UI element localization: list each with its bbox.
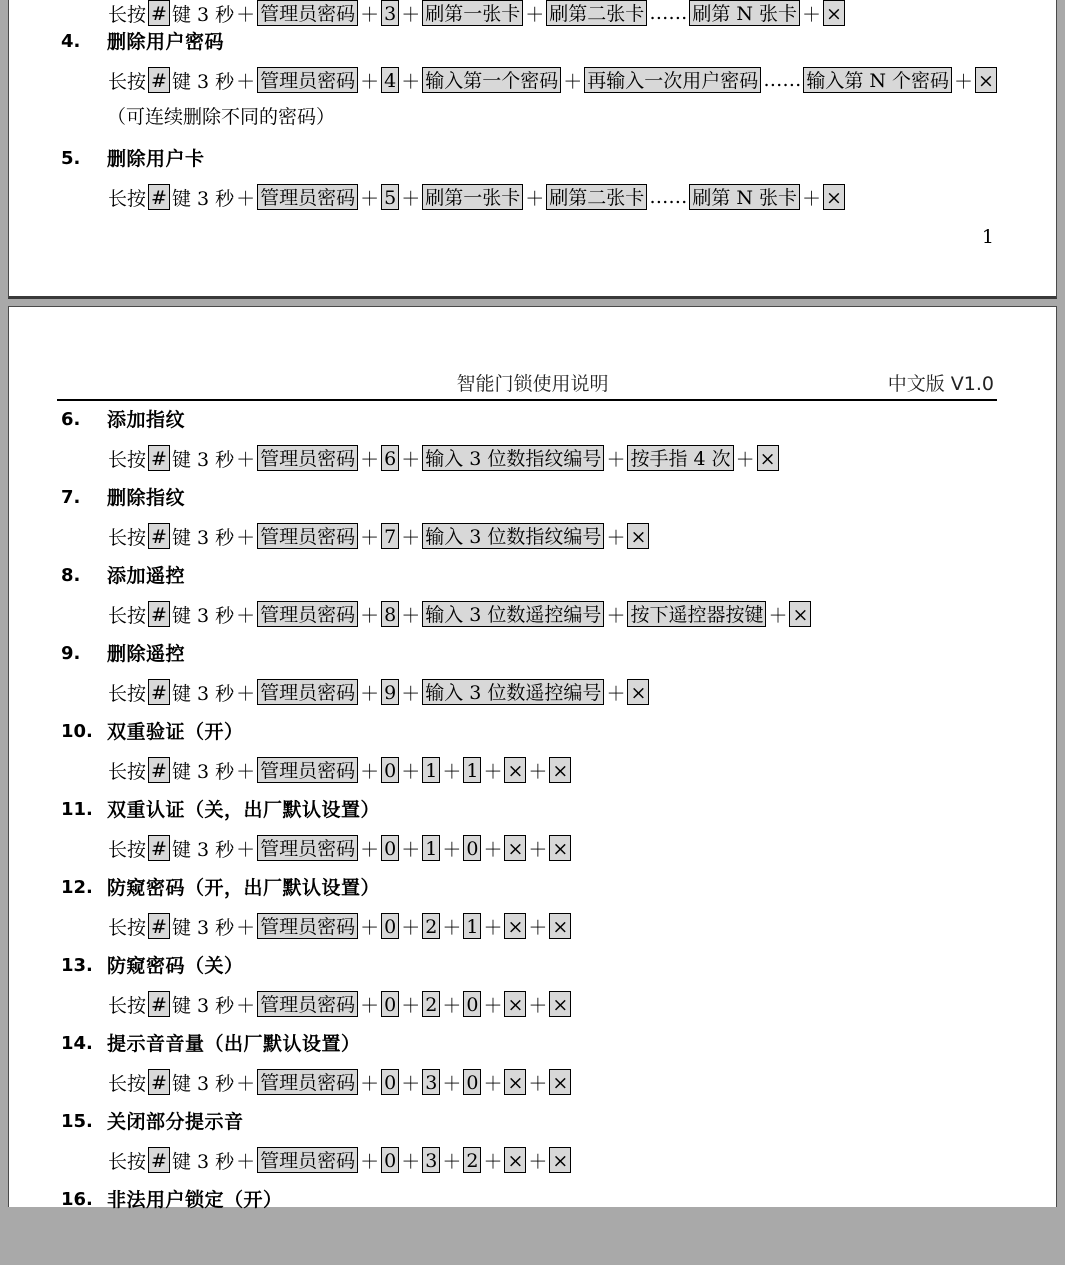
- instruction-item: [9, 797, 1056, 875]
- step-text: 键 3 秒: [171, 604, 235, 627]
- step-key: 5: [381, 184, 399, 210]
- step-key: 0: [463, 1069, 481, 1095]
- step-key: 1: [422, 835, 440, 861]
- step-key: #: [148, 0, 170, 26]
- plus-sign: ＋: [528, 994, 548, 1017]
- plus-sign: ＋: [525, 187, 545, 210]
- step-key: 管理员密码: [257, 679, 358, 705]
- step-text: 长按: [108, 760, 147, 783]
- plus-sign: ＋: [528, 1072, 548, 1095]
- item-number: 8.: [61, 565, 81, 586]
- step-key: 8: [381, 601, 399, 627]
- plus-sign: ＋: [442, 760, 462, 783]
- step-key: 2: [463, 1147, 481, 1173]
- plus-sign: ＋: [360, 3, 380, 26]
- confirm-key: ×: [549, 1069, 571, 1095]
- step-key: 4: [381, 67, 399, 93]
- step-key: #: [148, 835, 170, 861]
- step-key: 0: [381, 835, 399, 861]
- step-key: 输入 3 位数指纹编号: [422, 445, 604, 471]
- step-text: ……: [763, 69, 802, 91]
- plus-sign: ＋: [483, 916, 503, 939]
- item-heading: 删除用户密码: [107, 31, 225, 53]
- step-key: #: [148, 679, 170, 705]
- step-key: 管理员密码: [257, 601, 358, 627]
- step-text: 键 3 秒: [171, 526, 235, 549]
- step-key: 管理员密码: [257, 835, 358, 861]
- confirm-key: ×: [504, 1069, 526, 1095]
- plus-sign: ＋: [442, 994, 462, 1017]
- item-number: 16.: [61, 1189, 93, 1210]
- instruction-steps: [107, 0, 846, 28]
- plus-sign: ＋: [528, 760, 548, 783]
- step-key: 2: [422, 913, 440, 939]
- step-text: 长按: [108, 838, 147, 861]
- step-key: 管理员密码: [257, 1069, 358, 1095]
- plus-sign: ＋: [768, 604, 788, 627]
- step-text: 长按: [108, 604, 147, 627]
- plus-sign: ＋: [528, 1150, 548, 1173]
- plus-sign: ＋: [360, 187, 380, 210]
- step-key: 管理员密码: [257, 913, 358, 939]
- item-heading: 删除指纹: [107, 487, 186, 509]
- step-text: 键 3 秒: [171, 838, 235, 861]
- plus-sign: ＋: [236, 526, 256, 549]
- item-heading: 防窥密码（关）: [107, 955, 244, 977]
- step-key: 0: [381, 1069, 399, 1095]
- instruction-steps: [107, 833, 572, 863]
- step-key: 刷第二张卡: [546, 184, 647, 210]
- plus-sign: ＋: [483, 838, 503, 861]
- plus-sign: ＋: [401, 760, 421, 783]
- step-key: 6: [381, 445, 399, 471]
- step-text: 长按: [108, 1072, 147, 1095]
- item-heading: 提示音音量（出厂默认设置）: [107, 1033, 361, 1055]
- confirm-key: ×: [504, 1147, 526, 1173]
- step-key: 3: [381, 0, 399, 26]
- item-heading: 双重认证（关，出厂默认设置）: [107, 799, 381, 821]
- item-heading: 非法用户锁定（开）: [107, 1189, 283, 1211]
- confirm-key: ×: [627, 523, 649, 549]
- plus-sign: ＋: [236, 1150, 256, 1173]
- plus-sign: ＋: [401, 682, 421, 705]
- plus-sign: ＋: [401, 526, 421, 549]
- step-key: 管理员密码: [257, 184, 358, 210]
- plus-sign: ＋: [360, 760, 380, 783]
- item-heading: 添加遥控: [107, 565, 186, 587]
- step-key: 管理员密码: [257, 0, 358, 26]
- header-title: 智能门锁使用说明: [456, 373, 609, 395]
- step-text: 长按: [108, 448, 147, 471]
- confirm-key: ×: [627, 679, 649, 705]
- instruction-item: [9, 407, 1056, 485]
- plus-sign: ＋: [401, 3, 421, 26]
- step-key: 管理员密码: [257, 445, 358, 471]
- instruction-item: [9, 485, 1056, 563]
- item-heading: 双重验证（开）: [107, 721, 244, 743]
- confirm-key: ×: [549, 991, 571, 1017]
- step-key: 管理员密码: [257, 523, 358, 549]
- plus-sign: ＋: [401, 1072, 421, 1095]
- step-key: 0: [381, 991, 399, 1017]
- plus-sign: ＋: [236, 1072, 256, 1095]
- item-heading: 添加指纹: [107, 409, 186, 431]
- instruction-item: [9, 875, 1056, 953]
- item-note: （可连续删除不同的密码）: [107, 106, 336, 128]
- instruction-item: [9, 953, 1056, 1031]
- item-heading: 删除遥控: [107, 643, 186, 665]
- step-key: #: [148, 184, 170, 210]
- plus-sign: ＋: [442, 838, 462, 861]
- plus-sign: ＋: [606, 448, 626, 471]
- confirm-key: ×: [549, 913, 571, 939]
- step-text: 键 3 秒: [171, 3, 235, 26]
- step-key: 1: [463, 757, 481, 783]
- plus-sign: ＋: [483, 1072, 503, 1095]
- step-key: 1: [463, 913, 481, 939]
- instruction-steps: [107, 1067, 572, 1097]
- item-number: 12.: [61, 877, 93, 898]
- step-text: 长按: [108, 682, 147, 705]
- step-text: 键 3 秒: [171, 760, 235, 783]
- step-key: 7: [381, 523, 399, 549]
- plus-sign: ＋: [360, 682, 380, 705]
- item-number: 9.: [61, 643, 81, 664]
- header-rule: [57, 399, 997, 401]
- instruction-item: [9, 1187, 1056, 1265]
- step-text: 长按: [108, 187, 147, 210]
- step-text: 键 3 秒: [171, 1150, 235, 1173]
- confirm-key: ×: [789, 601, 811, 627]
- step-key: #: [148, 913, 170, 939]
- plus-sign: ＋: [236, 3, 256, 26]
- plus-sign: ＋: [236, 838, 256, 861]
- step-text: 长按: [108, 994, 147, 1017]
- step-key: #: [148, 445, 170, 471]
- step-key: 按下遥控器按键: [627, 601, 766, 627]
- plus-sign: ＋: [401, 994, 421, 1017]
- plus-sign: ＋: [401, 838, 421, 861]
- plus-sign: ＋: [360, 448, 380, 471]
- plus-sign: ＋: [442, 916, 462, 939]
- step-key: #: [148, 523, 170, 549]
- confirm-key: ×: [504, 757, 526, 783]
- plus-sign: ＋: [360, 1072, 380, 1095]
- step-key: 管理员密码: [257, 67, 358, 93]
- step-key: 输入 3 位数遥控编号: [422, 679, 604, 705]
- plus-sign: ＋: [954, 70, 974, 93]
- step-key: 再输入一次用户密码: [584, 67, 761, 93]
- step-key: #: [148, 67, 170, 93]
- plus-sign: ＋: [236, 448, 256, 471]
- step-key: #: [148, 601, 170, 627]
- step-key: #: [148, 991, 170, 1017]
- step-text: 键 3 秒: [171, 448, 235, 471]
- plus-sign: ＋: [483, 994, 503, 1017]
- page-number: 1: [981, 226, 994, 248]
- instruction-steps: [107, 1145, 572, 1175]
- confirm-key: ×: [504, 835, 526, 861]
- instruction-steps: [107, 599, 812, 629]
- step-key: 输入 3 位数指纹编号: [422, 523, 604, 549]
- plus-sign: ＋: [360, 70, 380, 93]
- confirm-key: ×: [823, 184, 845, 210]
- step-text: 长按: [108, 3, 147, 26]
- item-heading: 删除用户卡: [107, 148, 205, 170]
- plus-sign: ＋: [401, 916, 421, 939]
- plus-sign: ＋: [360, 526, 380, 549]
- item-number: 10.: [61, 721, 93, 742]
- step-key: #: [148, 1147, 170, 1173]
- plus-sign: ＋: [442, 1072, 462, 1095]
- plus-sign: ＋: [802, 187, 822, 210]
- item-number: 5.: [61, 148, 81, 169]
- plus-sign: ＋: [483, 760, 503, 783]
- step-key: 管理员密码: [257, 991, 358, 1017]
- step-text: ……: [649, 186, 688, 208]
- step-text: 键 3 秒: [171, 70, 235, 93]
- step-key: 输入 3 位数遥控编号: [422, 601, 604, 627]
- step-key: 0: [381, 1147, 399, 1173]
- step-key: 刷第 N 张卡: [689, 0, 800, 26]
- item-number: 7.: [61, 487, 81, 508]
- item-number: 4.: [61, 31, 81, 52]
- item-heading: 防窥密码（开，出厂默认设置）: [107, 877, 381, 899]
- step-key: #: [148, 1069, 170, 1095]
- step-key: 管理员密码: [257, 757, 358, 783]
- plus-sign: ＋: [360, 994, 380, 1017]
- step-key: 按手指 4 次: [627, 445, 733, 471]
- instruction-item: [9, 563, 1056, 641]
- plus-sign: ＋: [360, 1150, 380, 1173]
- plus-sign: ＋: [528, 838, 548, 861]
- step-text: 键 3 秒: [171, 1072, 235, 1095]
- header-version: 中文版 V1.0: [887, 373, 994, 395]
- plus-sign: ＋: [236, 916, 256, 939]
- plus-sign: ＋: [236, 187, 256, 210]
- plus-sign: ＋: [606, 604, 626, 627]
- step-text: 键 3 秒: [171, 187, 235, 210]
- plus-sign: ＋: [563, 70, 583, 93]
- step-key: #: [148, 757, 170, 783]
- instruction-item: [9, 719, 1056, 797]
- plus-sign: ＋: [360, 604, 380, 627]
- step-text: 长按: [108, 916, 147, 939]
- instruction-steps: [107, 182, 846, 212]
- instruction-item: [9, 146, 1056, 224]
- item-number: 13.: [61, 955, 93, 976]
- step-text: ……: [649, 2, 688, 24]
- plus-sign: ＋: [360, 838, 380, 861]
- confirm-key: ×: [549, 835, 571, 861]
- step-key: 输入第一个密码: [422, 67, 561, 93]
- plus-sign: ＋: [236, 682, 256, 705]
- step-key: 0: [463, 991, 481, 1017]
- step-key: 0: [381, 913, 399, 939]
- step-text: 长按: [108, 526, 147, 549]
- plus-sign: ＋: [525, 3, 545, 26]
- plus-sign: ＋: [483, 1150, 503, 1173]
- item-number: 15.: [61, 1111, 93, 1132]
- previous-page: [8, 0, 1057, 299]
- instruction-steps: [107, 989, 572, 1019]
- step-text: 长按: [108, 70, 147, 93]
- instruction-steps: [107, 521, 650, 551]
- step-key: 刷第一张卡: [422, 0, 523, 26]
- instruction-steps: [107, 755, 572, 785]
- step-key: 管理员密码: [257, 1147, 358, 1173]
- step-key: 2: [422, 991, 440, 1017]
- item-heading: 关闭部分提示音: [107, 1111, 244, 1133]
- item-number: 6.: [61, 409, 81, 430]
- instruction-item: [9, 1031, 1056, 1109]
- confirm-key: ×: [549, 757, 571, 783]
- instruction-steps: [107, 443, 780, 473]
- step-key: 3: [422, 1147, 440, 1173]
- confirm-key: ×: [823, 0, 845, 26]
- step-text: 键 3 秒: [171, 682, 235, 705]
- step-key: 3: [422, 1069, 440, 1095]
- plus-sign: ＋: [401, 1150, 421, 1173]
- plus-sign: ＋: [236, 760, 256, 783]
- plus-sign: ＋: [528, 916, 548, 939]
- step-key: 0: [381, 757, 399, 783]
- plus-sign: ＋: [236, 994, 256, 1017]
- confirm-key: ×: [504, 991, 526, 1017]
- instruction-item: [9, 29, 1056, 139]
- step-key: 输入第 N 个密码: [803, 67, 952, 93]
- plus-sign: ＋: [802, 3, 822, 26]
- plus-sign: ＋: [735, 448, 755, 471]
- step-key: 0: [463, 835, 481, 861]
- step-text: 键 3 秒: [171, 994, 235, 1017]
- step-key: 9: [381, 679, 399, 705]
- item-number: 11.: [61, 799, 93, 820]
- plus-sign: ＋: [401, 448, 421, 471]
- plus-sign: ＋: [360, 916, 380, 939]
- step-key: 刷第一张卡: [422, 184, 523, 210]
- plus-sign: ＋: [401, 70, 421, 93]
- step-text: 长按: [108, 1150, 147, 1173]
- confirm-key: ×: [757, 445, 779, 471]
- current-page: [8, 306, 1057, 1211]
- step-text: 键 3 秒: [171, 916, 235, 939]
- plus-sign: ＋: [401, 187, 421, 210]
- instruction-item: [9, 1109, 1056, 1187]
- confirm-key: ×: [549, 1147, 571, 1173]
- plus-sign: ＋: [236, 70, 256, 93]
- plus-sign: ＋: [606, 682, 626, 705]
- instruction-steps: [107, 65, 998, 95]
- instruction-steps: [107, 677, 650, 707]
- plus-sign: ＋: [401, 604, 421, 627]
- instruction-item: [9, 641, 1056, 719]
- step-key: 刷第二张卡: [546, 0, 647, 26]
- plus-sign: ＋: [442, 1150, 462, 1173]
- item-number: 14.: [61, 1033, 93, 1054]
- step-key: 刷第 N 张卡: [689, 184, 800, 210]
- instruction-steps: [107, 911, 572, 941]
- confirm-key: ×: [975, 67, 997, 93]
- plus-sign: ＋: [606, 526, 626, 549]
- confirm-key: ×: [504, 913, 526, 939]
- step-key: 1: [422, 757, 440, 783]
- plus-sign: ＋: [236, 604, 256, 627]
